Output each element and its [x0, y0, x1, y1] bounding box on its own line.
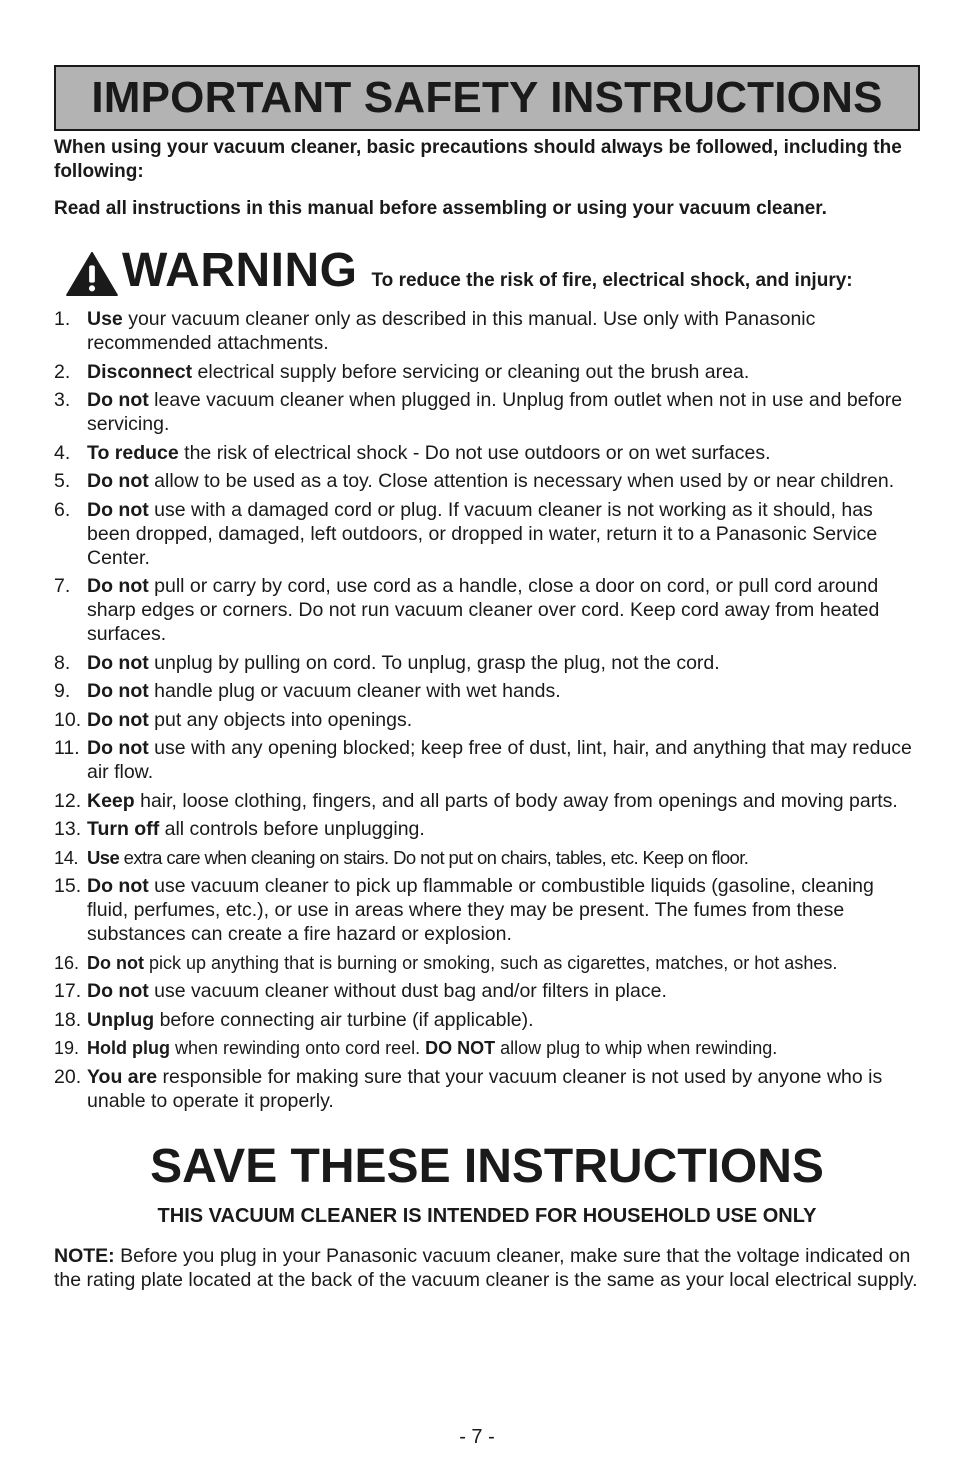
warning-word: WARNING: [122, 244, 358, 297]
list-item-keyword: You are: [87, 1065, 158, 1088]
list-item: [54, 307, 920, 355]
page-content: [54, 65, 920, 1293]
list-item-keyword: Hold plug: [87, 1038, 170, 1058]
list-item-body: your vacuum cleaner only as described in this manual. Use only with Panasonic recommended attachments.: [87, 308, 816, 354]
list-item: [54, 441, 920, 465]
list-item: [54, 846, 920, 870]
list-item-body: the risk of electrical shock - Do not use outdoors or on wet surfaces.: [178, 441, 771, 464]
list-item-text: [87, 498, 920, 570]
list-item-number: 2.: [54, 360, 71, 383]
list-item: [54, 979, 920, 1003]
list-item-keyword: Do not: [87, 737, 149, 759]
list-item-number: 6.: [54, 498, 71, 521]
list-item-number: 11.: [54, 737, 80, 759]
list-item-body: pick up anything that is burning or smoking, such as cigarettes, matches, or hot ashes.: [143, 952, 838, 973]
list-item-body: use vacuum cleaner without dust bag and/or filters in place.: [148, 980, 667, 1002]
list-item-text: [87, 679, 920, 703]
list-item: [54, 360, 920, 384]
household-notice: THIS VACUUM CLEANER IS INTENDED FOR HOUSEHOLD USE ONLY: [157, 1204, 817, 1227]
list-item-number: 9.: [54, 680, 71, 702]
list-item-keyword: Do not: [87, 875, 149, 897]
list-item: [54, 708, 920, 732]
list-item-keyword: Do not: [87, 498, 149, 521]
list-item-body: hair, loose clothing, fingers, and all parts of body away from openings and moving parts.: [134, 789, 898, 812]
list-item-number: 20.: [54, 1065, 82, 1088]
list-item: [54, 874, 920, 946]
list-item: [54, 679, 920, 703]
list-item-body: put any objects into openings.: [148, 708, 413, 731]
list-item-text: [87, 736, 920, 784]
list-item-body: all controls before unplugging.: [159, 818, 425, 840]
list-item: [54, 1065, 920, 1113]
list-item-body: responsible for making sure that your vacuum cleaner is not used by anyone who is unable to operate it properly.: [87, 1065, 883, 1112]
intro-paragraph-1: When using your vacuum cleaner, basic precautions should always be followed, including the following:: [54, 137, 902, 182]
list-item-text: [87, 1008, 920, 1032]
list-item: [54, 1008, 920, 1032]
list-item-text: [87, 469, 920, 493]
save-instructions-title: SAVE THESE INSTRUCTIONS: [150, 1139, 824, 1193]
list-item-keyword: Do not: [87, 708, 149, 731]
list-item-keyword: Unplug: [87, 1008, 155, 1031]
list-item-number: 16.: [54, 952, 80, 973]
list-item-body: handle plug or vacuum cleaner with wet hands.: [148, 680, 561, 702]
list-item: [54, 789, 920, 813]
list-item-number: 14.: [54, 846, 78, 868]
list-item-text: [87, 388, 920, 436]
list-item-body: allow plug to whip when rewinding.: [495, 1038, 778, 1058]
list-item-text: [87, 360, 920, 384]
list-item: [54, 498, 920, 570]
list-item-number: 13.: [54, 818, 82, 840]
list-item-body: use vacuum cleaner to pick up flammable or combustible liquids (gasoline, cleaning fluid, perfumes, etc.), or use in areas where they may be present. The fumes from these substances can create a fire hazard or explosion.: [87, 875, 874, 945]
list-item-keyword: Use: [87, 308, 123, 330]
list-item-number: 1.: [54, 308, 71, 330]
list-item-text: [87, 574, 920, 646]
list-item: [54, 1036, 920, 1060]
list-item-body: electrical supply before servicing or cleaning out the brush area.: [192, 360, 750, 383]
list-item-text: [87, 874, 920, 946]
list-item-number: 15.: [54, 875, 82, 897]
list-item-number: 4.: [54, 441, 71, 464]
list-item-keyword: Turn off: [87, 818, 160, 840]
note-label: NOTE:: [54, 1244, 115, 1267]
list-item-keyword: Use: [87, 846, 120, 868]
list-item-text: [87, 846, 920, 870]
list-item-text: [87, 441, 920, 465]
list-item-number: 8.: [54, 651, 71, 674]
list-item-keyword: Do not: [87, 470, 149, 492]
list-item: [54, 817, 920, 841]
list-item-keyword: To reduce: [87, 441, 179, 464]
list-item-body: pull or carry by cord, use cord as a handle, close a door on cord, or pull cord around sharp edges or corners. Do not run vacuum cleaner over cord. Keep cord away from heated surfaces.: [87, 575, 880, 645]
list-item-keyword: Do not: [87, 389, 149, 411]
list-item-text: [87, 307, 920, 355]
list-item-number: 17.: [54, 980, 82, 1002]
intro-paragraph-2: Read all instructions in this manual before assembling or using your vacuum cleaner.: [54, 198, 827, 219]
list-item-number: 3.: [54, 389, 71, 411]
list-item-text: [87, 651, 920, 675]
list-item: [54, 651, 920, 675]
list-item-number: 10.: [54, 708, 82, 731]
list-item: [54, 736, 920, 784]
list-item: [54, 951, 920, 975]
list-item-body: extra care when cleaning on stairs. Do not put on chairs, tables, etc. Keep on floor.: [119, 846, 749, 868]
list-item-keyword: Do not: [87, 980, 149, 1002]
warning-triangle-icon: [64, 251, 120, 297]
safety-list: [54, 307, 920, 1113]
list-item: [54, 469, 920, 493]
list-item-keyword: DO NOT: [425, 1038, 496, 1058]
warning-header: [64, 243, 920, 301]
list-item-body: when rewinding onto cord reel.: [169, 1038, 426, 1058]
list-item-keyword: Disconnect: [87, 360, 193, 383]
note-paragraph: [54, 1244, 920, 1293]
note-text: Before you plug in your Panasonic vacuum cleaner, make sure that the voltage indicated on the rating plate located at the back of the vacuum cleaner is the same as your local electrical supply.: [54, 1244, 918, 1291]
list-item-text: [87, 951, 920, 975]
list-item-text: [87, 817, 920, 841]
list-item-text: [87, 708, 920, 732]
list-item: [54, 574, 920, 646]
list-item-body: unplug by pulling on cord. To unplug, grasp the plug, not the cord.: [148, 651, 720, 674]
warning-text: To reduce the risk of fire, electrical shock, and injury:: [371, 270, 853, 291]
list-item-body: allow to be used as a toy. Close attention is necessary when used by or near children.: [148, 470, 895, 492]
list-item-text: [87, 789, 920, 813]
list-item-keyword: Do not: [87, 680, 149, 702]
list-item-text: [87, 1065, 920, 1113]
list-item-keyword: Keep: [87, 789, 135, 812]
page-number: - 7 -: [459, 1426, 495, 1448]
list-item-number: 18.: [54, 1008, 82, 1031]
list-item-number: 19.: [54, 1038, 80, 1058]
list-item-keyword: Do not: [87, 575, 149, 597]
list-item-body: before connecting air turbine (if applicable).: [154, 1008, 534, 1031]
list-item-keyword: Do not: [87, 952, 144, 973]
list-item-number: 7.: [54, 575, 71, 597]
list-item: [54, 388, 920, 436]
list-item-text: [87, 979, 920, 1003]
list-item-body: use with a damaged cord or plug. If vacuum cleaner is not working as it should, has been dropped, damaged, left outdoors, or dropped in water, return it to a Panasonic Service Center.: [87, 498, 878, 569]
list-item-body: use with any opening blocked; keep free of dust, lint, hair, and anything that may reduce air flow.: [87, 737, 912, 783]
list-item-body: leave vacuum cleaner when plugged in. Unplug from outlet when not in use and before servicing.: [87, 389, 903, 435]
list-item-text: [87, 1036, 920, 1060]
list-item-number: 5.: [54, 470, 71, 492]
list-item-number: 12.: [54, 789, 82, 812]
list-item-keyword: Do not: [87, 651, 149, 674]
title-banner: [54, 65, 920, 131]
page-title: IMPORTANT SAFETY INSTRUCTIONS: [91, 73, 883, 122]
